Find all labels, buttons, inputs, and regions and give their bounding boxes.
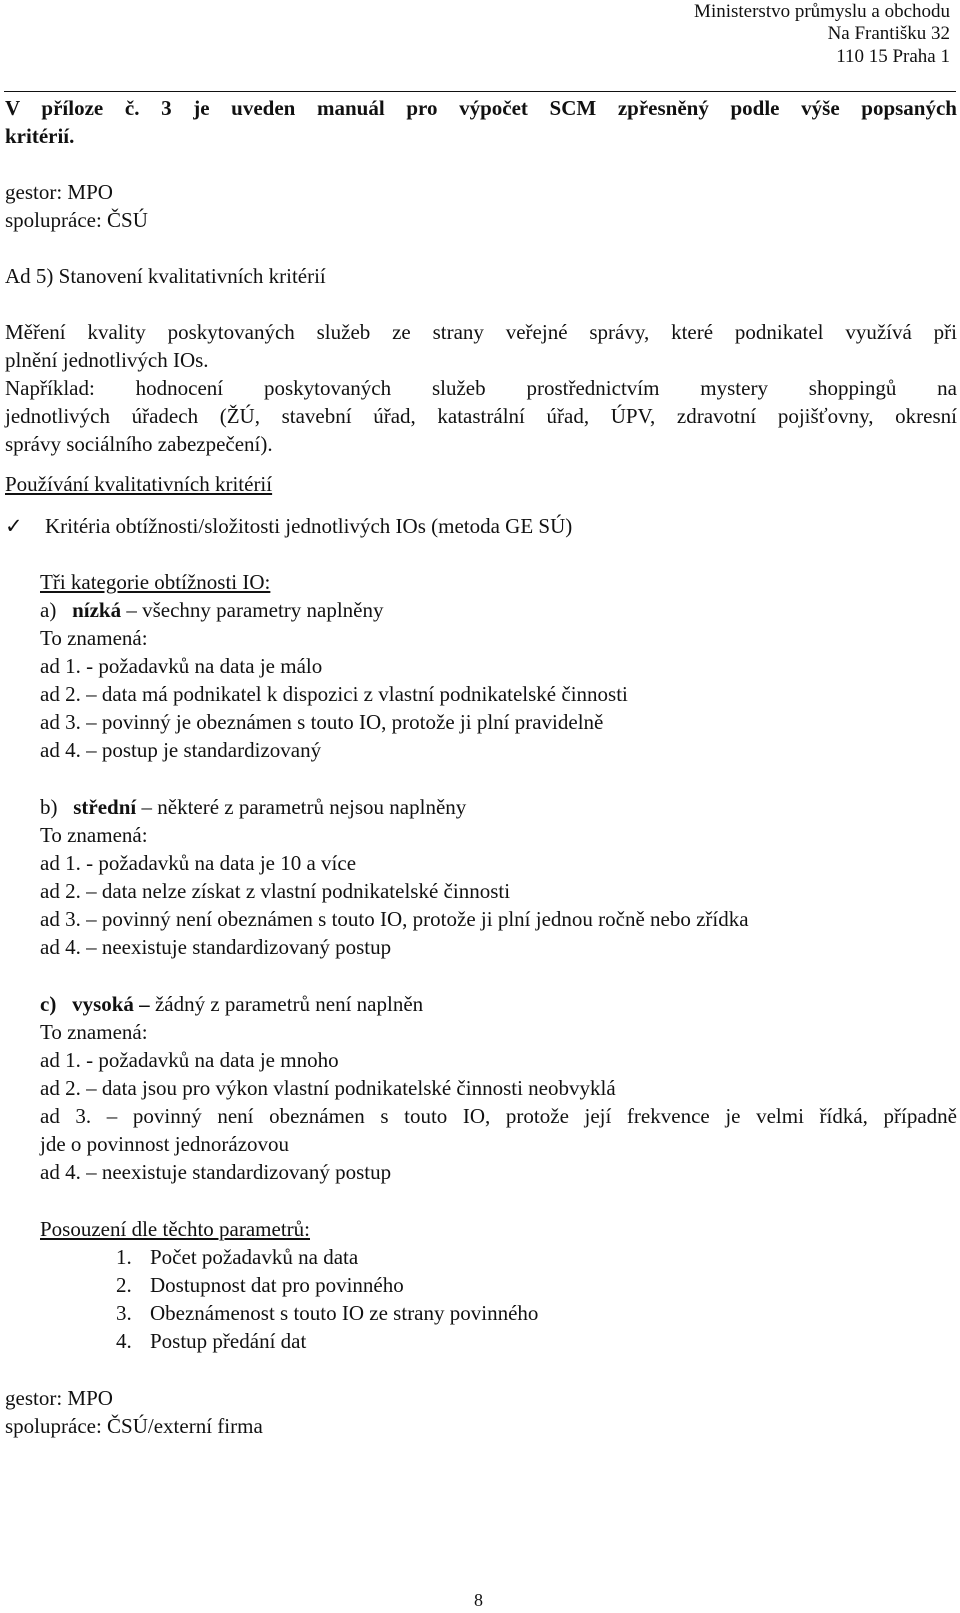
assessment-num-2: 2. xyxy=(116,1273,132,1297)
cat-c-item-2: ad 2. – data jsou pro výkon vlastní podnikatelské činnosti neobvyklá xyxy=(40,1076,616,1100)
cat-b-means: To znamená: xyxy=(40,823,148,847)
cat-c-item-1: ad 1. - požadavků na data je mnoho xyxy=(40,1048,339,1072)
categories-heading: Tři kategorie obtížnosti IO: xyxy=(40,570,271,594)
assessment-item-2 xyxy=(116,1273,404,1298)
footer-gestor: gestor: MPO xyxy=(5,1386,113,1410)
section-p2-line3: správy sociálního zabezpečení). xyxy=(5,432,273,456)
assessment-text-2: Dostupnost dat pro povinného xyxy=(150,1273,404,1297)
cat-c-prefix: c) xyxy=(40,992,57,1016)
cat-c-item-3: ad 3. – povinný není obeznámen s touto IO, protože její frekvence je velmi řídká, případně xyxy=(40,1104,957,1128)
header-street: Na Františku 32 xyxy=(827,23,950,44)
assessment-item-4 xyxy=(116,1329,306,1354)
cat-b-item-1: ad 1. - požadavků na data je 10 a více xyxy=(40,851,357,875)
cat-c-item-4: ad 4. – neexistuje standardizovaný postup xyxy=(40,1160,392,1184)
cat-a-means: To znamená: xyxy=(40,626,148,650)
cat-c-item-3-cont: jde o povinnost jednorázovou xyxy=(40,1132,290,1156)
assessment-text-4: Postup předání dat xyxy=(150,1329,307,1353)
cat-a-prefix: a) xyxy=(40,598,57,622)
criteria-text: Kritéria obtížnosti/složitosti jednotlivých IOs (metoda GE SÚ) xyxy=(45,514,573,538)
cat-a-title xyxy=(40,598,384,623)
assessment-text-1: Počet požadavků na data xyxy=(150,1245,359,1269)
cat-b-desc: – některé z parametrů nejsou naplněny xyxy=(141,795,467,819)
cat-a-level: nízká xyxy=(72,598,122,622)
footer-spoluprace: spolupráce: ČSÚ/externí firma xyxy=(5,1414,263,1438)
section-title: Ad 5) Stanovení kvalitativních kritérií xyxy=(5,264,326,288)
header-divider xyxy=(4,91,956,92)
cat-b-title xyxy=(40,795,466,820)
assessment-text-3: Obeznámenost s touto IO ze strany povinného xyxy=(150,1301,539,1325)
assessment-num-4: 4. xyxy=(116,1329,132,1353)
assessment-num-3: 3. xyxy=(116,1301,132,1325)
cat-c-title xyxy=(40,992,423,1017)
header-ministry: Ministerstvo průmyslu a obchodu xyxy=(694,1,950,22)
usage-heading: Používání kvalitativních kritérií xyxy=(5,472,273,496)
cat-c-level: vysoká – xyxy=(72,992,150,1016)
cat-a-item-2: ad 2. – data má podnikatel k dispozici z vlastní podnikatelské činnosti xyxy=(40,682,628,706)
header-city: 110 15 Praha 1 xyxy=(836,46,950,67)
intro-bold-line1: V příloze č. 3 je uveden manuál pro výpočet SCM zpřesněný podle výše popsaných xyxy=(5,96,957,120)
intro-bold-line2: kritérií. xyxy=(5,124,75,148)
cat-a-desc: – všechny parametry naplněny xyxy=(126,598,384,622)
cat-b-level: střední xyxy=(73,795,137,819)
section-p2-line1: Například: hodnocení poskytovaných služeb prostřednictvím mystery shoppingů na xyxy=(5,376,957,400)
intro-gestor: gestor: MPO xyxy=(5,180,113,204)
cat-b-item-4: ad 4. – neexistuje standardizovaný postup xyxy=(40,935,392,959)
cat-b-item-3: ad 3. – povinný není obeznámen s touto IO, protože ji plní jednou ročně nebo zřídka xyxy=(40,907,749,931)
criteria-line xyxy=(5,514,572,539)
page-number: 8 xyxy=(474,1590,483,1610)
cat-b-prefix: b) xyxy=(40,795,58,819)
intro-spoluprace: spolupráce: ČSÚ xyxy=(5,208,148,232)
cat-c-desc: žádný z parametrů není naplněn xyxy=(154,992,424,1016)
check-icon: ✓ xyxy=(5,514,23,538)
assessment-heading: Posouzení dle těchto parametrů: xyxy=(40,1217,310,1241)
assessment-item-1 xyxy=(116,1245,358,1270)
cat-b-item-2: ad 2. – data nelze získat z vlastní podnikatelské činnosti xyxy=(40,879,511,903)
cat-c-means: To znamená: xyxy=(40,1020,148,1044)
section-p1-line1: Měření kvality poskytovaných služeb ze strany veřejné správy, které podnikatel využívá při xyxy=(5,320,957,344)
cat-a-item-4: ad 4. – postup je standardizovaný xyxy=(40,738,322,762)
assessment-item-3 xyxy=(116,1301,538,1326)
section-p1-line2: plnění jednotlivých IOs. xyxy=(5,348,209,372)
cat-a-item-1: ad 1. - požadavků na data je málo xyxy=(40,654,323,678)
section-p2-line2: jednotlivých úřadech (ŽÚ, stavební úřad, katastrální úřad, ÚPV, zdravotní pojišťovny, okresní xyxy=(5,404,957,428)
cat-a-item-3: ad 3. – povinný je obeznámen s touto IO, protože ji plní pravidelně xyxy=(40,710,604,734)
assessment-num-1: 1. xyxy=(116,1245,132,1269)
